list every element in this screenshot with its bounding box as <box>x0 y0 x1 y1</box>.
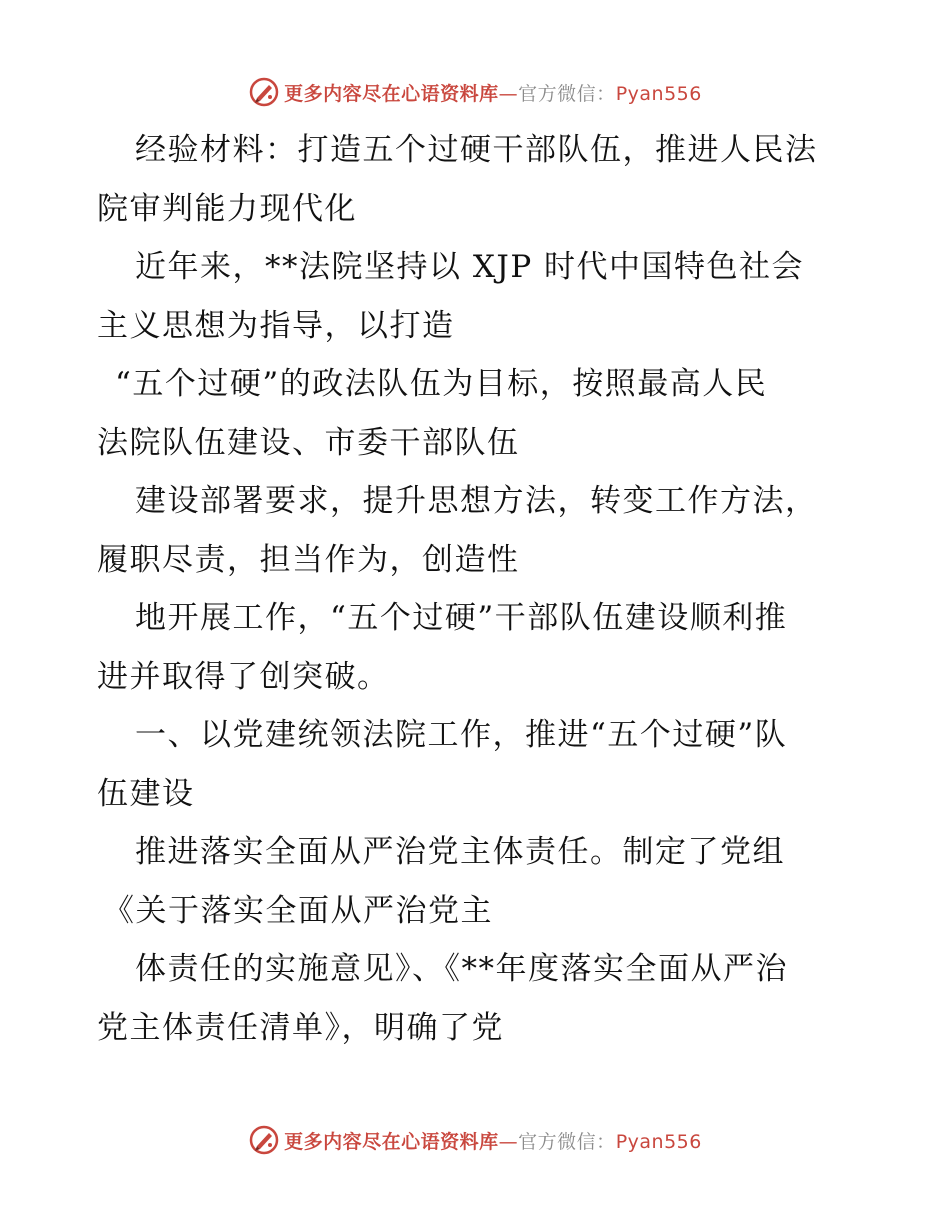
document-title-line-2: 院审判能力现代化 <box>97 190 357 227</box>
paragraph-line: 法院队伍建设、市委干部队伍 <box>97 424 520 461</box>
paragraph-line: 党主体责任清单》，明确了党 <box>97 1009 504 1046</box>
footer-banner-dash: — <box>498 1130 519 1153</box>
paragraph-line: 履职尽责，担当作为，创造性 <box>97 541 520 578</box>
footer-banner-primary: 更多内容尽在心语资料库 <box>284 1130 499 1153</box>
paragraph-line: “五个过硬”的政法队伍为目标，按照最高人民 <box>115 366 768 402</box>
header-banner-dash: — <box>498 82 519 105</box>
paragraph-line: 主义思想为指导，以打造 <box>97 307 455 344</box>
xinyu-logo-icon <box>248 1124 280 1156</box>
footer-banner-secondary: 官方微信： <box>518 1130 616 1153</box>
document-body <box>97 121 857 1057</box>
header-banner <box>0 72 950 112</box>
paragraph-line: 建设部署要求，提升思想方法，转变工作方法， <box>135 483 818 519</box>
paragraph-line: 《关于落实全面从严治党主 <box>103 892 493 929</box>
footer-banner-text <box>284 1127 702 1154</box>
section-heading-line-2: 伍建设 <box>97 775 195 812</box>
footer-banner <box>0 1120 950 1160</box>
header-banner-text <box>284 79 702 106</box>
paragraph-line: 推进落实全面从严治党主体责任。制定了党组 <box>135 834 785 870</box>
paragraph-line: 进并取得了创突破。 <box>97 658 390 695</box>
paragraph-line: 体责任的实施意见》、《**年度落实全面从严治 <box>135 951 788 987</box>
header-banner-primary: 更多内容尽在心语资料库 <box>284 82 499 105</box>
paragraph-line: 地开展工作，“五个过硬”干部队伍建设顺利推 <box>135 600 788 636</box>
header-banner-wechat-id: Pyan556 <box>615 82 702 105</box>
document-title-line-1: 经验材料：打造五个过硬干部队伍，推进人民法 <box>135 132 818 168</box>
footer-banner-wechat-id: Pyan556 <box>615 1130 702 1153</box>
section-heading-line-1: 一、以党建统领法院工作，推进“五个过硬”队 <box>135 717 788 753</box>
paragraph-line: 近年来，**法院坚持以 XJP 时代中国特色社会 <box>135 249 805 285</box>
header-banner-secondary: 官方微信： <box>518 82 616 105</box>
xinyu-logo-icon <box>248 76 280 108</box>
